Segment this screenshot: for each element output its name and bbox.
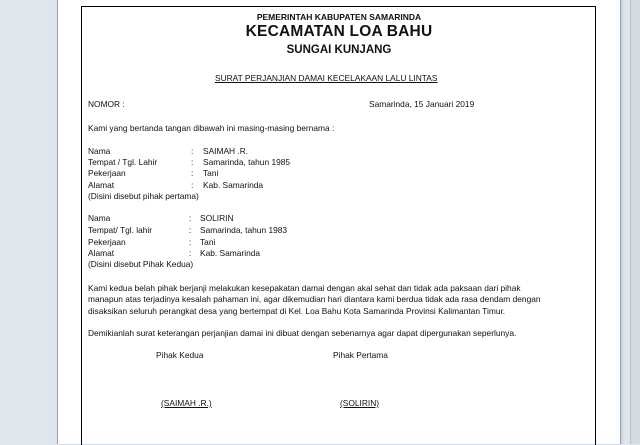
field-value: Samarinda, tahun 1985 [203, 157, 291, 167]
closing-text: Demikianlah surat keterangan perjanjian damai ini dibuat dengan sebenarnya agar dapat dipergunakan seperlunya. [88, 328, 517, 338]
field-colon: : [189, 225, 192, 235]
field-label: Tempat/ Tgl. lahir [88, 225, 153, 235]
place-date: Samarinda, 15 Januari 2019 [369, 99, 475, 109]
header-district: KECAMATAN LOA BAHU [245, 23, 433, 40]
field-value: Kab. Samarinda [203, 180, 264, 190]
field-colon: : [191, 146, 194, 156]
field-label: Tempat / Tgl. Lahir [88, 157, 158, 167]
signature-left-label: Pihak Kedua [156, 350, 204, 360]
signature-right-label: Pihak Pertama [333, 350, 388, 360]
document-page [57, 0, 621, 444]
field-value: Kab. Samarinda [200, 248, 261, 258]
field-value: Tani [200, 237, 216, 247]
header-government: PEMERINTAH KABUPATEN SAMARINDA [256, 12, 422, 22]
field-label: Pekerjaan [88, 237, 126, 247]
field-colon: : [191, 180, 194, 190]
body-line: manapun atas terjadinya kesalah pahaman ini, agar dikemudian hari diantara kami berdua tidak ada rasa dendam dengan [88, 294, 541, 304]
body-line: Kami kedua belah pihak berjanji melakukan kesepakatan damai dengan akal sehat dan tidak ada paksaan dari pihak [88, 283, 521, 293]
party-designation: (Disini disebut Pihak Kedua) [88, 259, 194, 269]
field-value: Samarinda, tahun 1983 [200, 225, 288, 235]
field-colon: : [189, 237, 192, 247]
field-value: SOLIRIN [200, 213, 234, 223]
field-colon: : [189, 248, 192, 258]
signature-left-name: (SAIMAH .R.) [161, 398, 212, 408]
scrollbar-track[interactable] [630, 0, 640, 444]
field-label: Nama [88, 146, 111, 156]
party-designation: (Disini disebut pihak pertama) [88, 191, 199, 201]
field-value: Tani [203, 168, 219, 178]
header-subdistrict: SUNGAI KUNJANG [286, 44, 392, 56]
page-border [81, 6, 596, 445]
field-colon: : [189, 213, 192, 223]
field-label: Pekerjaan [88, 168, 126, 178]
signature-right-name: (SOLIRIN) [340, 398, 380, 408]
body-line: disaksikan seluruh perangkat desa yang bertempat di Kel. Loa Bahu Kota Samarinda Provinsi Kalimantan Timur. [88, 306, 506, 316]
field-value: SAIMAH .R. [203, 146, 249, 156]
field-colon: : [191, 168, 194, 178]
nomor-label: NOMOR : [88, 99, 125, 109]
field-label: Alamat [88, 248, 115, 258]
letter-title: SURAT PERJANJIAN DAMAI KECELAKAAN LALU LINTAS [215, 73, 438, 83]
field-label: Nama [88, 213, 111, 223]
intro-text: Kami yang bertanda tangan dibawah ini masing-masing bernama : [88, 123, 335, 133]
field-colon: : [191, 157, 194, 167]
field-label: Alamat [88, 180, 115, 190]
